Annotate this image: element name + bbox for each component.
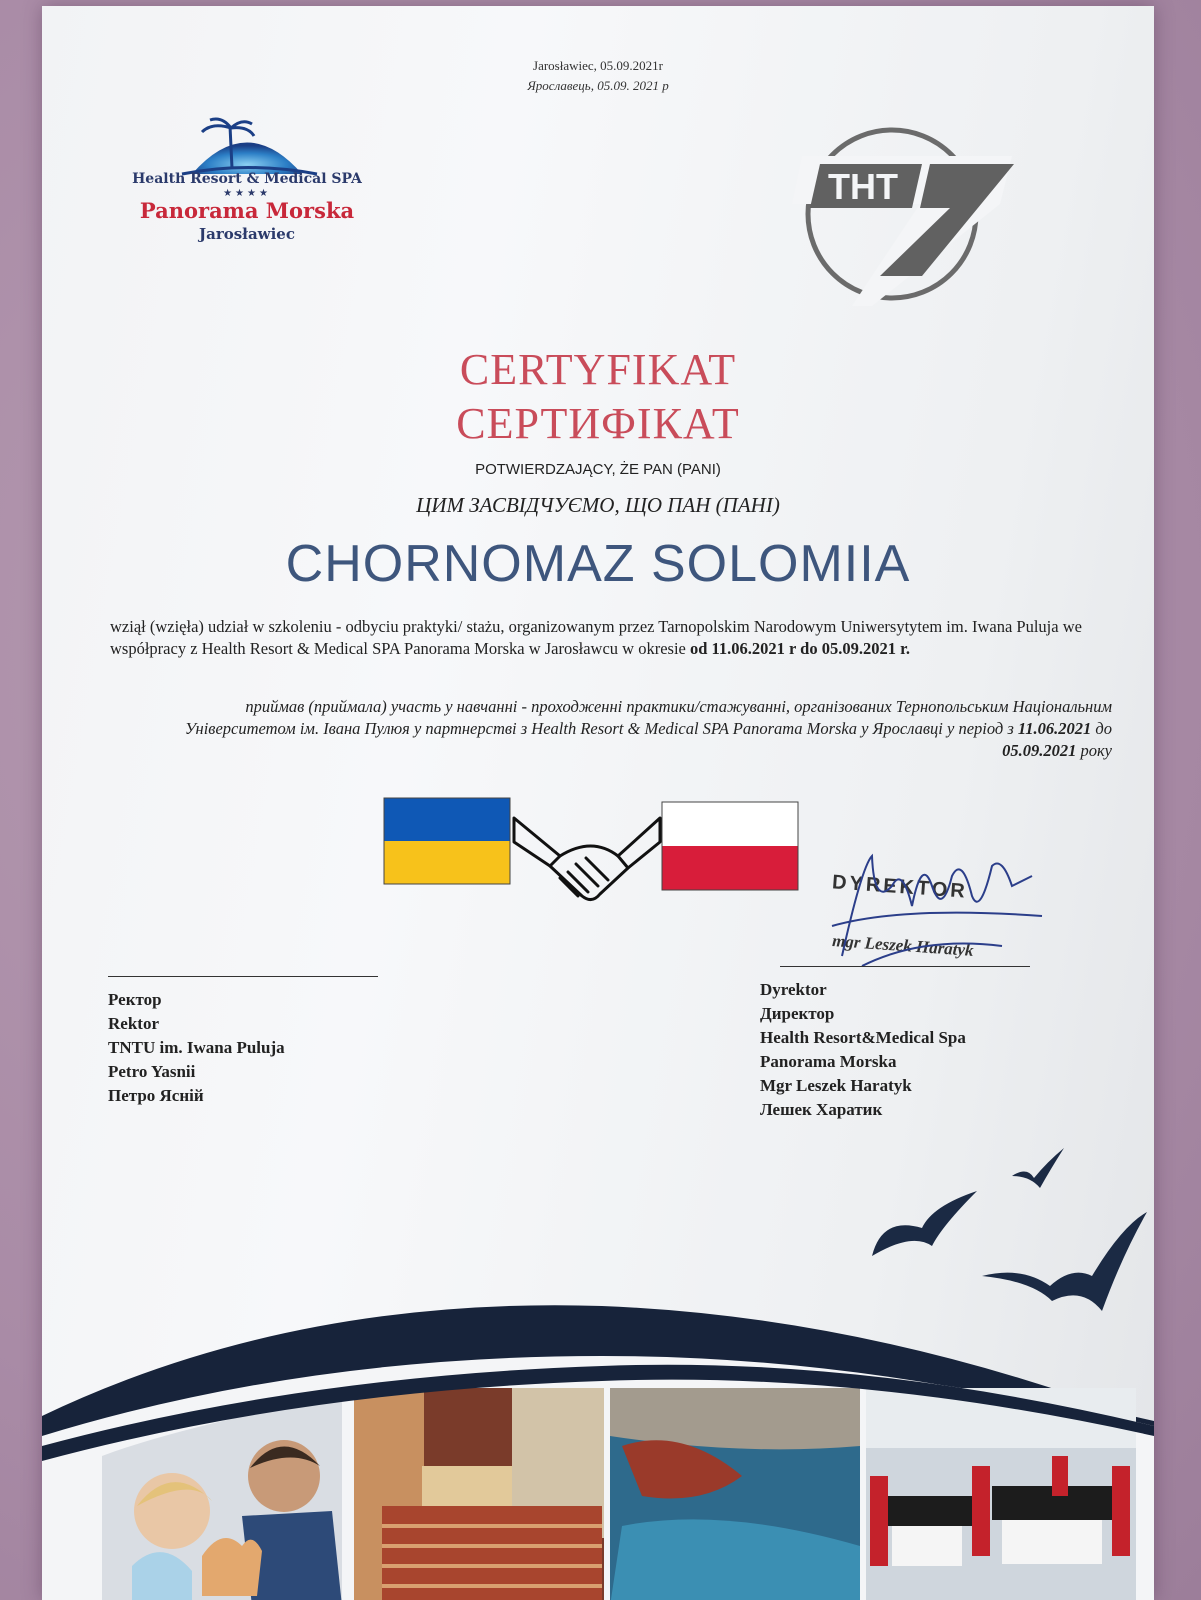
right-signatory-line: Panorama Morska	[760, 1052, 897, 1071]
left-signatory-line: Petro Yasnii	[108, 1062, 196, 1081]
confirm-pl: POTWIERDZAJĄCY, ŻE PAN (PANI)	[475, 461, 721, 478]
left-signatory-line: Rektor	[108, 1014, 159, 1033]
photo-bedroom	[354, 1388, 604, 1600]
photo-pool	[610, 1388, 860, 1600]
tntu-logo-icon	[762, 116, 1022, 316]
body-ua-mid: до	[1091, 719, 1112, 738]
body-pl-period: od 11.06.2021 r do 05.09.2021 r.	[689, 639, 911, 658]
right-signatory-line: Mgr Leszek Haratyk	[760, 1076, 912, 1095]
poland-flag-icon	[662, 802, 798, 890]
left-signatory-line: Петро Ясній	[108, 1086, 204, 1105]
signature-icon	[802, 846, 1052, 976]
resort-stars: ★★★★	[223, 188, 271, 199]
left-signatory-block	[108, 988, 285, 1108]
resort-name-line3: Jarosławiec	[199, 225, 295, 243]
signature-line-left	[108, 976, 378, 977]
body-pl	[110, 616, 1100, 660]
resort-name-line2: Panorama Morska	[139, 198, 355, 223]
stamp-title: DYREKTOR	[831, 871, 969, 903]
certificate-page	[42, 6, 1154, 1600]
right-signatory-block	[760, 978, 966, 1122]
body-ua-date-from: 11.06.2021	[1017, 719, 1092, 738]
left-signatory-line: Ректор	[108, 990, 162, 1009]
title-pl: CERTYFIKAT	[459, 345, 737, 394]
resort-photos-banner	[42, 1276, 1154, 1600]
handshake-icon	[514, 818, 660, 900]
body-pl-text: wziął (wzięła) udział w szkoleniu - odbyciu praktyki/ stażu, organizowanym przez Tarnopolskim Narodowym Uniwersytytem im. Iwana Puluja we współpracy z Health Resort & Medical SPA Panorama Morska w Jarosławcu w okresie	[110, 617, 1082, 658]
body-ua-date-to: 05.09.2021	[1002, 741, 1077, 760]
recipient-name: CHORNOMAZ SOLOMIIA	[285, 535, 911, 593]
confirm-ua: ЦИМ ЗАСВІДЧУЄМО, ЩО ПАН (ПАНІ)	[416, 493, 780, 517]
resort-name-line1: Health Resort & Medical SPA	[132, 171, 362, 187]
tntu-logo-text: ТНТ	[828, 166, 898, 207]
left-signatory-line: TNTU im. Iwana Puluja	[108, 1038, 285, 1057]
body-ua	[132, 696, 1112, 762]
date-ua: Ярославець, 05.09. 2021 р	[527, 78, 669, 93]
right-signatory-line: Health Resort&Medical Spa	[760, 1028, 966, 1047]
body-ua-end: року	[1076, 741, 1112, 760]
title-ua: СЕРТИФІКАТ	[456, 399, 740, 448]
flags-graphic	[382, 796, 802, 916]
right-signatory-line: Директор	[760, 1004, 835, 1023]
body-ua-text: приймав (приймала) участь у навчанні - проходженні практики/стажуванні, організованих Тернопольським Національним Університетом ім. Івана Пулюя у партнерстві з Health Resort & Medical SPA Panorama Morska у Ярославці у період з	[184, 697, 1112, 738]
right-signatory-line: Dyrektor	[760, 980, 827, 999]
right-signatory-line: Лешек Харатик	[760, 1100, 883, 1119]
ukraine-flag-icon	[384, 798, 510, 884]
stamp-name: mgr Leszek Haratyk	[831, 931, 975, 960]
signature-line-right	[780, 966, 1030, 967]
date-pl: Jarosławiec, 05.09.2021r	[533, 58, 663, 73]
